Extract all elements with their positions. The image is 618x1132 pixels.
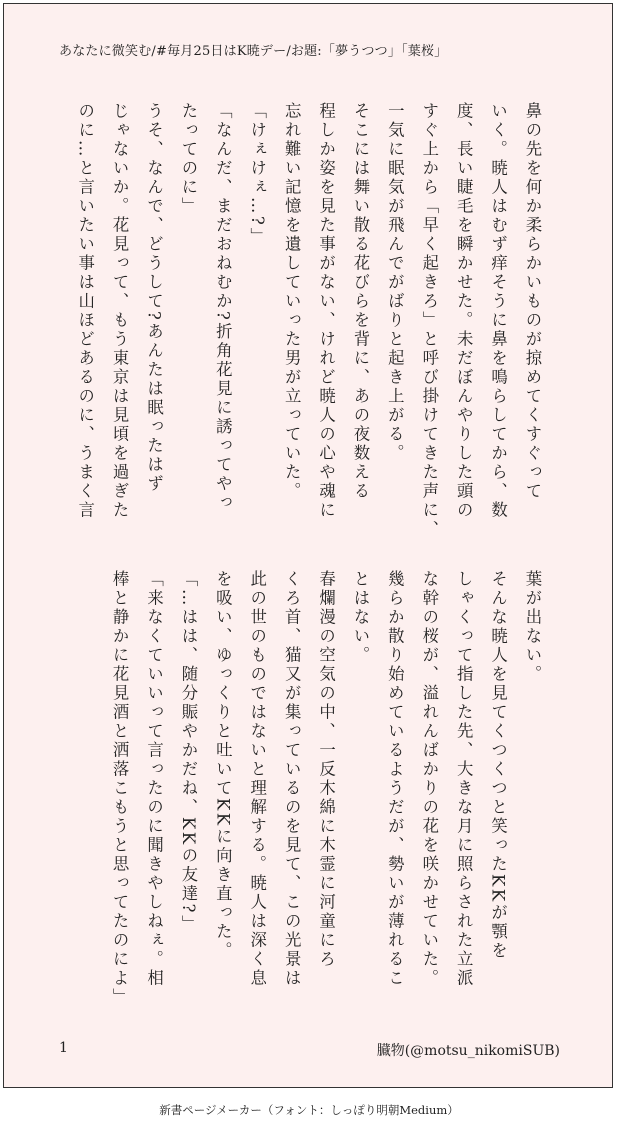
book-page [3, 3, 613, 1088]
text-line: 程しか姿を見た事がない、けれど暁人の心や魂に [316, 102, 336, 520]
text-line: いく。暁人はむず痒そうに鼻を鳴らしてから、数 [488, 102, 508, 520]
text-line: くろ首、猫又が集っているのを見て、この光景は [282, 570, 302, 988]
text-line: を吸い、ゆっくりと吐いてKKに向き直った。 [213, 570, 233, 961]
text-line: たってのに」 [178, 102, 198, 216]
text-line: のに…と言いたい事は山ほどあるのに、うまく言 [75, 102, 95, 520]
page-number: 1 [59, 1040, 68, 1056]
text-line: 葉が出ない。 [523, 570, 542, 684]
text-line: 幾らか散り始めているようだが、勢いが薄れるこ [385, 570, 405, 988]
text-line: 「来なくていいって言ったのに聞きやしねぇ。相 [144, 570, 164, 988]
page-header-title: あなたに微笑む/#毎月25日はK暁デー/お題:「夢うつつ」「葉桜」 [59, 44, 448, 59]
text-line: な幹の桜が、溢れんばかりの花を咲かせていた。 [419, 570, 439, 988]
text-line: 忘れ難い記憶を遺していった男が立っていた。 [282, 102, 302, 501]
text-line: すぐ上から「早く起きろ」と呼び掛けてきた声に、 [419, 102, 439, 539]
text-line: そこには舞い散る花びらを背に、あの夜数える [350, 102, 370, 501]
body-text-lower [49, 570, 549, 1005]
text-line: しゃくって指した先、大きな月に照らされた立派 [454, 570, 474, 988]
text-line: 「…はは、随分賑やかだね、KKの友達?」 [178, 570, 198, 935]
text-line: うそ、なんで、どうして?あんたは眠ったはず [144, 102, 164, 494]
generator-note: 新書ページメーカー（フォント：しっぽり明朝Medium） [159, 1103, 459, 1117]
text-line: 棒と静かに花見酒と洒落こもうと思ってたのによ」 [110, 570, 130, 1007]
text-line: 春爛漫の空気の中、一反木綿に木霊に河童にろ [316, 570, 336, 969]
text-line: そんな暁人を見てくつくつと笑ったKKが顎を [488, 570, 508, 961]
text-line: 此の世のものではないと理解する。暁人は深く息 [247, 570, 267, 988]
author-credit: 臓物(@motsu_nikomiSUB) [376, 1043, 560, 1059]
text-line: 「なんだ、まだおねむか?折角花見に誘ってやっ [213, 102, 233, 513]
text-line: 鼻の先を何か柔らかいものが掠めてくすぐって [523, 102, 542, 501]
text-line: とはない。 [350, 570, 370, 665]
text-line: 「けぇけぇ…?」 [247, 102, 267, 247]
body-text-upper [49, 102, 549, 537]
text-line: じゃないか。花見って、もう東京は見頃を過ぎた [110, 102, 130, 520]
text-line: 度、長い睫毛を瞬かせた。未だぼんやりした頭の [454, 102, 474, 520]
text-line: 一気に眠気が飛んでがばりと起き上がる。 [385, 102, 405, 463]
